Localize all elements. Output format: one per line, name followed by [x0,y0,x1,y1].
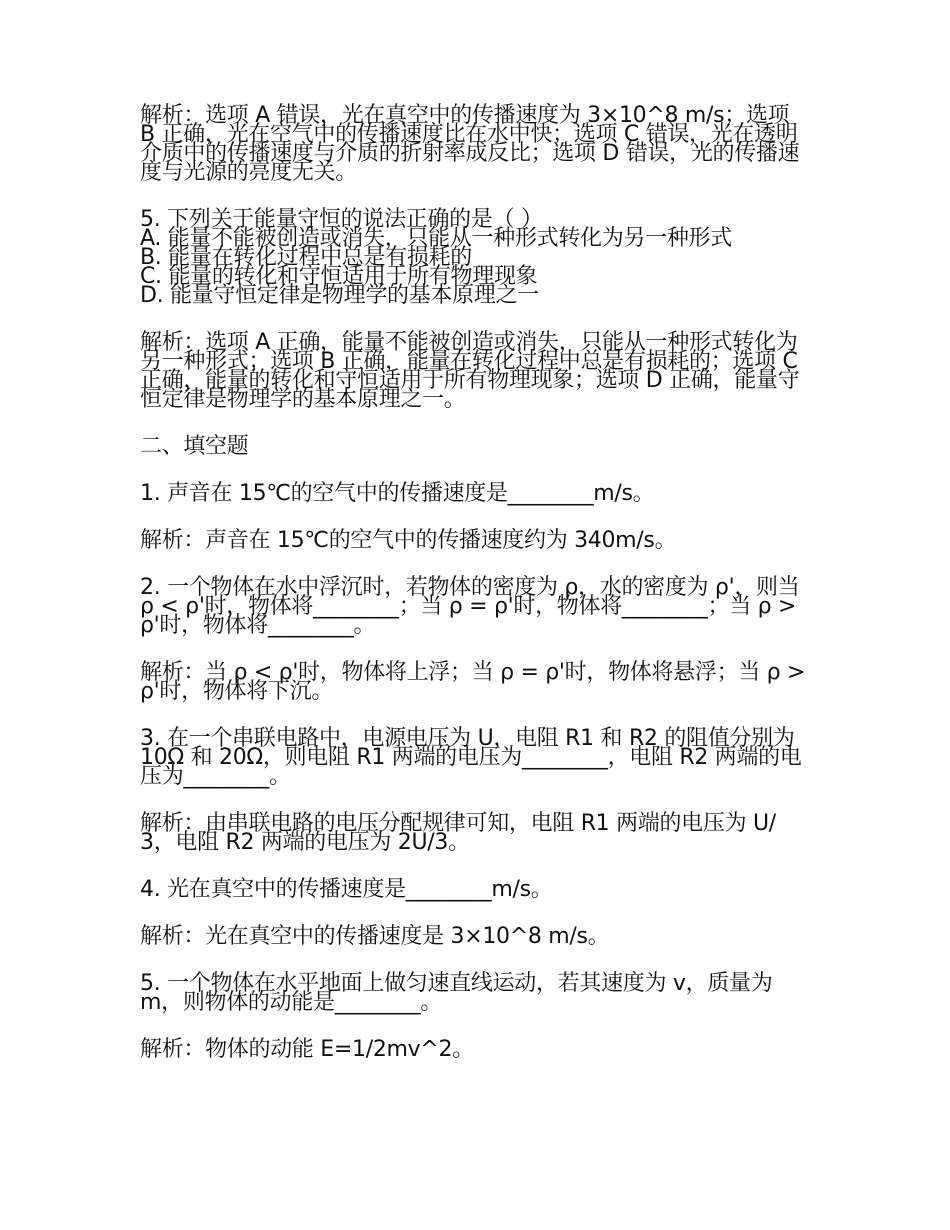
question-5-option-b: B. 能量在转化过程中总是有损耗的 [140,245,472,270]
document-content [140,103,810,1062]
question-5-analysis: 解析：选项 A 正确，能量不能被创造或消失，只能从一种形式转化为另一种形式；选项 B 正确，能量在转化过程中总是有损耗的；选项 C 正确，能量的转化和守恒适用于所有物理现象；选项 D 正确，能量守恒定律是物理学的基本原理之一。 [140,330,800,412]
fill-analysis-1: 解析：声音在 15℃的空气中的传播速度约为 340m/s。 [140,528,677,553]
question-5-stem: 5. 下列关于能量守恒的说法正确的是（ ） [140,207,543,232]
fill-question-4: 4. 光在真空中的传播速度是________m/s。 [140,877,553,902]
fill-question-1: 1. 声音在 15℃的空气中的传播速度是________m/s。 [140,481,655,506]
question-5 [140,207,810,308]
fill-analysis-2: 解析：当 ρ < ρ'时，物体将上浮；当 ρ = ρ'时，物体将悬浮；当 ρ > ρ'时，物体将下沉。 [140,660,806,704]
fill-question-2: 2. 一个物体在水中浮沉时，若物体的密度为 ρ，水的密度为 ρ'，则当 ρ < ρ'时，物体将________；当 ρ = ρ'时，物体将________；当 ρ > ρ'时，物体将________。 [140,575,800,638]
question-5-option-a: A. 能量不能被创造或消失，只能从一种形式转化为另一种形式 [140,226,732,251]
question-5-option-d: D. 能量守恒定律是物理学的基本原理之一 [140,283,539,308]
fill-question-3: 3. 在一个串联电路中，电源电压为 U，电阻 R1 和 R2 的阻值分别为 10Ω 和 20Ω，则电阻 R1 两端的电压为________，电阻 R2 两端的电压为________。 [140,726,802,789]
question-5-option-c: C. 能量的转化和守恒适用于所有物理现象 [140,264,538,289]
fill-analysis-5: 解析：物体的动能 E=1/2mv^2。 [140,1037,474,1062]
q4-analysis: 解析：选项 A 错误，光在真空中的传播速度为 3×10^8 m/s；选项 B 正确，光在空气中的传播速度比在水中快；选项 C 错误，光在透明介质中的传播速度与介质的折射率成反比；选项 D 错误，光的传播速度与光源的亮度无关。 [140,103,800,185]
fill-analysis-4: 解析：光在真空中的传播速度是 3×10^8 m/s。 [140,924,610,949]
fill-question-5: 5. 一个物体在水平地面上做匀速直线运动，若其速度为 v，质量为 m，则物体的动能是________。 [140,971,773,1015]
section-title: 二、填空题 [140,434,249,459]
fill-analysis-3: 解析：由串联电路的电压分配规律可知，电阻 R1 两端的电压为 U/3，电阻 R2 两端的电压为 2U/3。 [140,811,776,855]
